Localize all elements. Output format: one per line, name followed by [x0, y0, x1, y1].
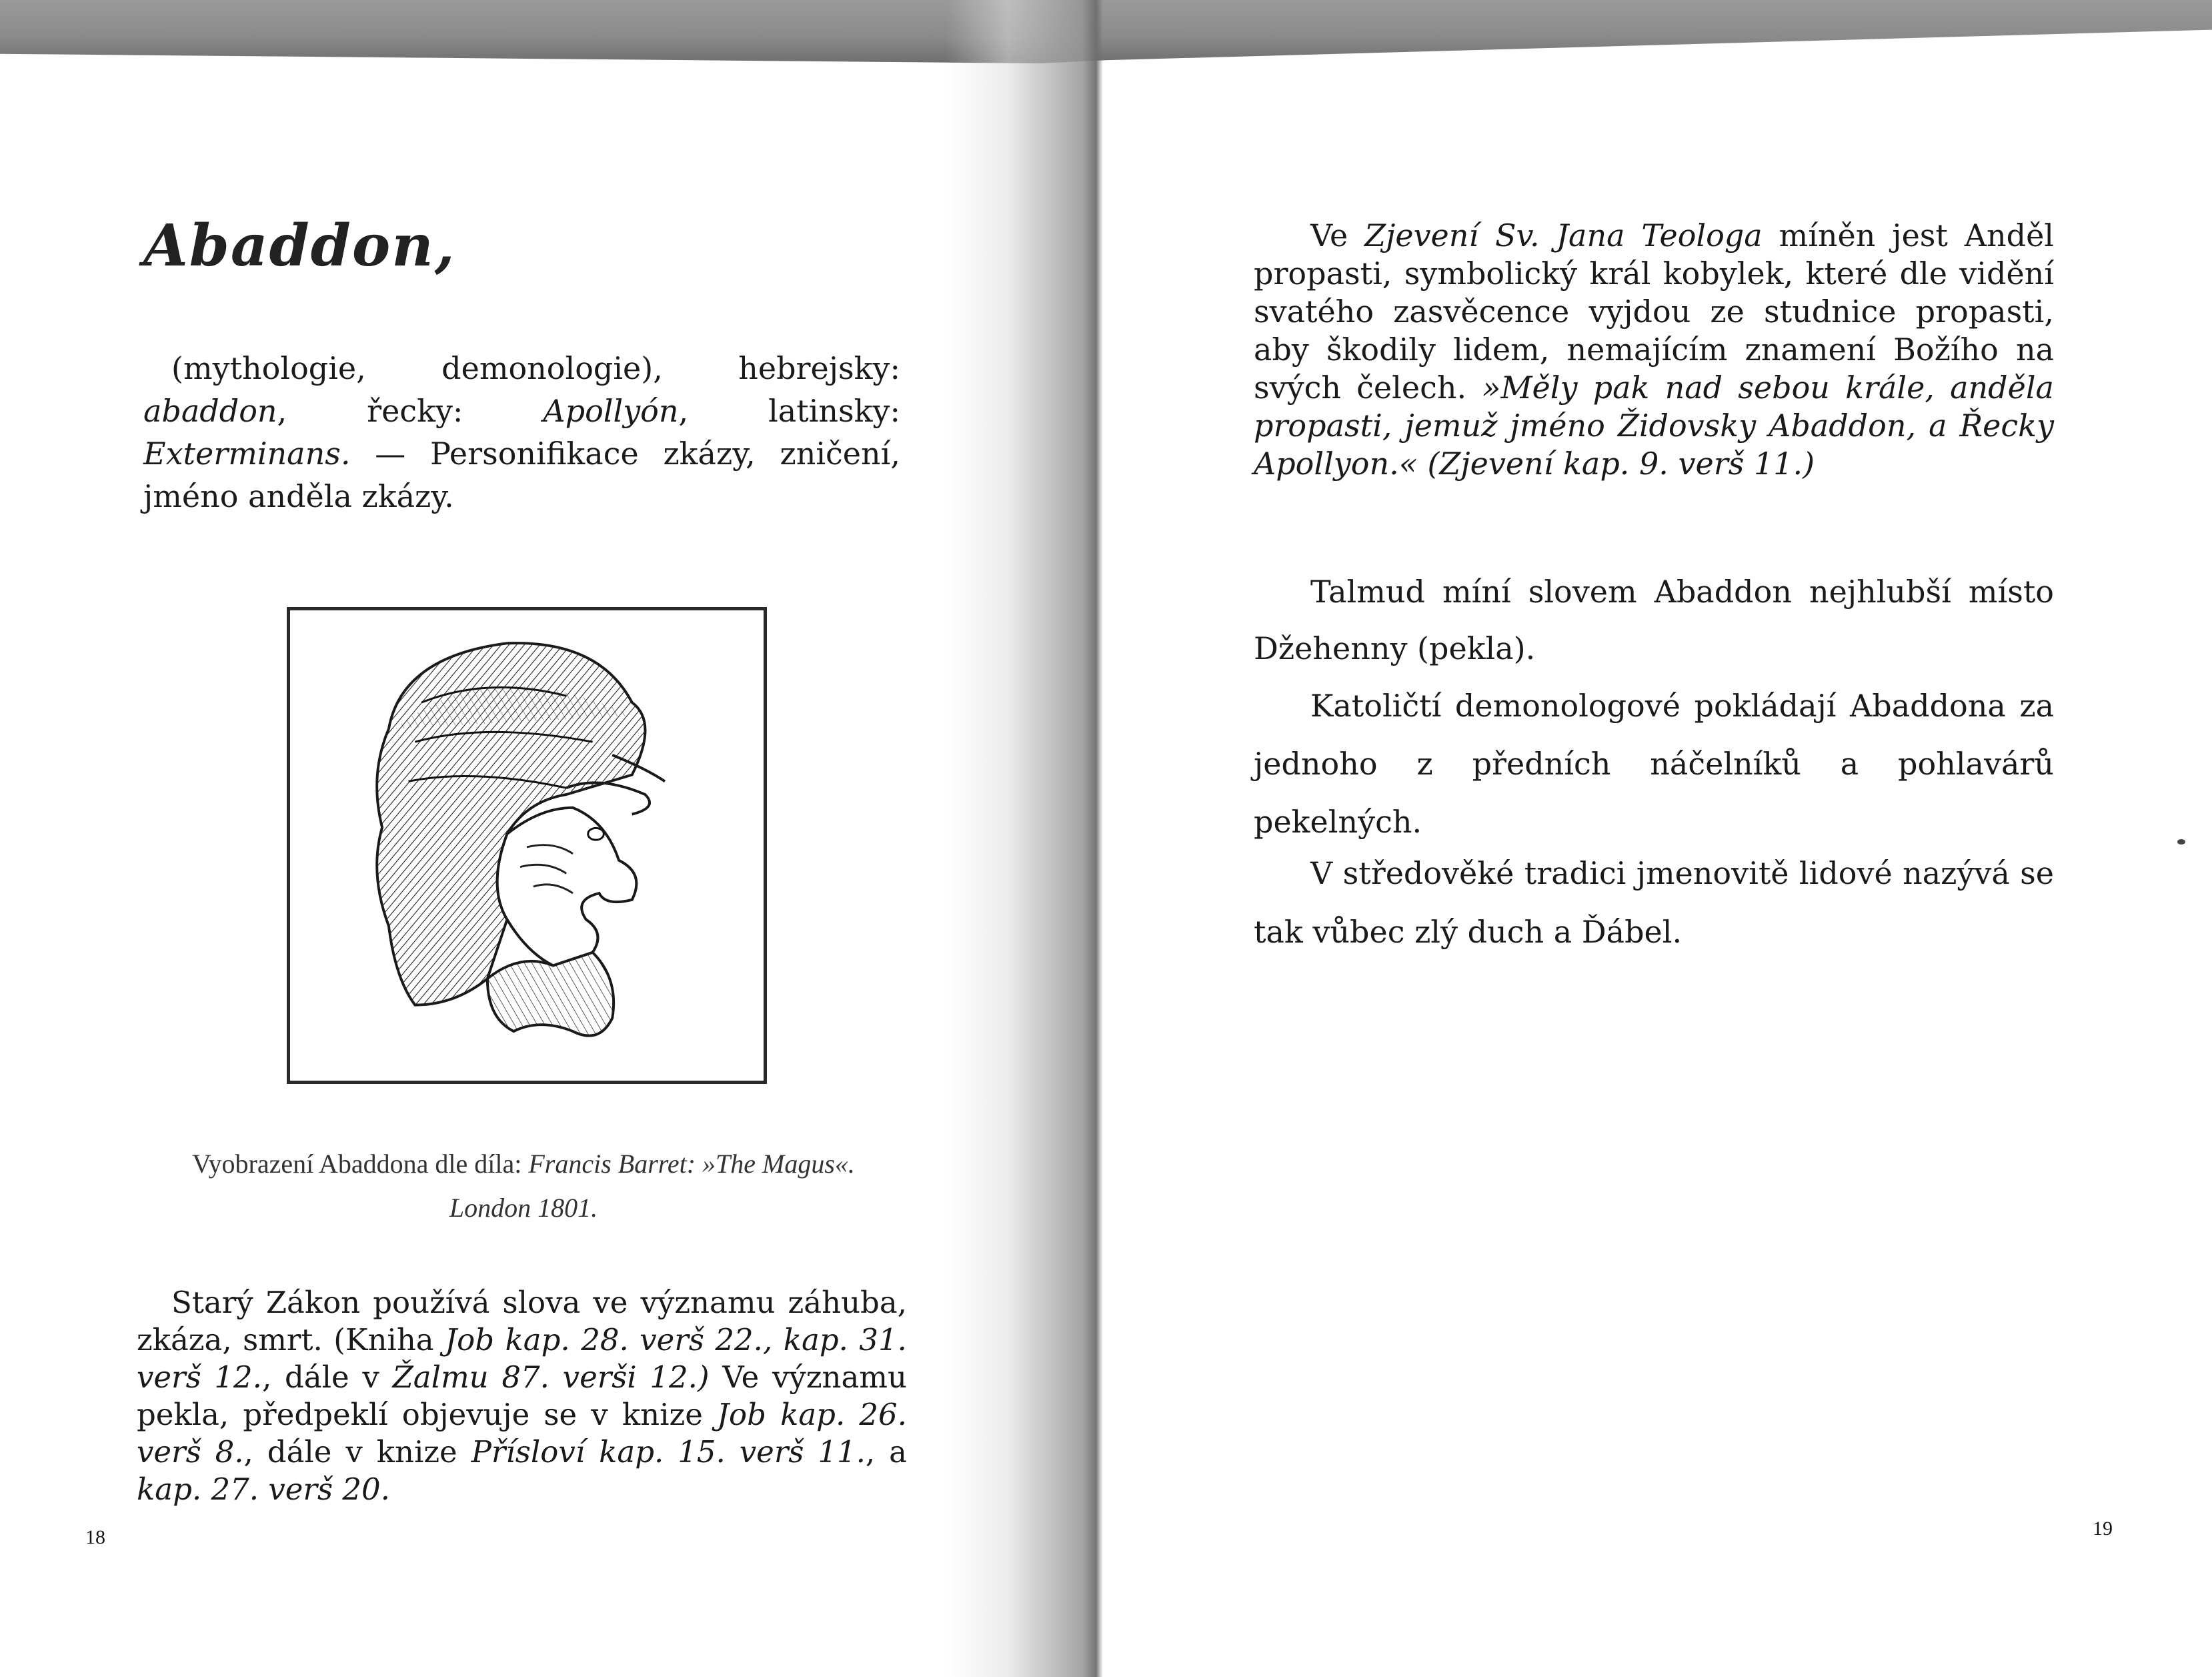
paper-speck [2177, 839, 2185, 845]
right-page [1107, 0, 2212, 1677]
woodcut-head-profile-icon [290, 610, 764, 1081]
talmud-paragraph: Talmud míní slovem Abaddon nejhlubší místo Džehenny (pekla). [1254, 574, 2054, 666]
citation: Přísloví kap. 15. verš 11. [471, 1434, 866, 1470]
paragraph-text: Starý Zákon používá slova ve významu záhuba, zkáza, smrt. (Kniha [137, 1285, 907, 1357]
revelation-paragraph [1254, 217, 2054, 483]
figure-caption [153, 1142, 894, 1230]
intro-text: , latinsky: [678, 393, 901, 429]
intro-text: — Personifikace zkázy, zničení, jméno anděla zkázy. [143, 436, 900, 514]
paragraph-text: , dále v [261, 1359, 393, 1395]
left-page [0, 0, 1100, 1677]
medieval-tradition-paragraph: V středověké tradici jmenovitě lidové nazývá se tak vůbec zlý duch a Ďábel. [1254, 855, 2054, 950]
latin-term: Exterminans. [143, 436, 351, 472]
caption-work-title: Francis Barret: »The Magus«. London 1801. [449, 1149, 855, 1223]
greek-term: Apollyón [543, 393, 679, 429]
citation: kap. 27. verš 20. [137, 1472, 390, 1507]
paragraph-text: míněn jest Anděl propasti, symbolický král kobylek, které dle vidění svatého zasvěcence vyjdou ze studnice propasti, aby škodily lidem, nemajícím znamení Božího na svých čelech. [1254, 217, 2055, 406]
paragraph-text: Ve významu pekla, předpeklí objevuje se v knize [137, 1359, 908, 1432]
book-title: Zjevení Sv. Jana Teologa [1364, 217, 1763, 253]
paragraph-text: Ve [1310, 217, 1365, 253]
entry-heading: Abaddon, [143, 212, 456, 280]
caption-text: Vyobrazení Abaddona dle díla: [192, 1149, 529, 1179]
citation: Job kap. 26. verš 8. [137, 1397, 907, 1470]
book-gutter-shadow [947, 0, 1120, 1677]
paragraph-text: , dále v knize [243, 1434, 471, 1470]
scripture-quote: »Měly pak nad sebou krále, anděla propasti, jemuž jméno Židovsky Abaddon, a Řecky Apollyon.« (Zjevení kap. 9. verš 11.) [1254, 370, 2054, 482]
citation: Žalmu 87. verši 12.) [392, 1359, 710, 1395]
citation: Job kap. 28. verš 22., kap. 31. verš 12. [137, 1322, 907, 1395]
catholic-demonologists-paragraph: Katoličtí demonologové pokládají Abaddona za jednoho z předních náčelníků a pohlavárů pekelných. [1254, 688, 2054, 840]
illustration-frame [287, 607, 767, 1084]
paragraph-text: , a [865, 1434, 907, 1470]
intro-text: , řecky: [277, 393, 543, 429]
intro-paragraph [143, 347, 900, 518]
intro-text: (mythologie, demonologie), hebrejsky: [171, 350, 900, 386]
page-number-right: 19 [2093, 1518, 2113, 1540]
old-testament-paragraph [137, 1284, 907, 1508]
page-number-left: 18 [85, 1526, 105, 1548]
hebrew-term: abaddon [143, 393, 277, 429]
